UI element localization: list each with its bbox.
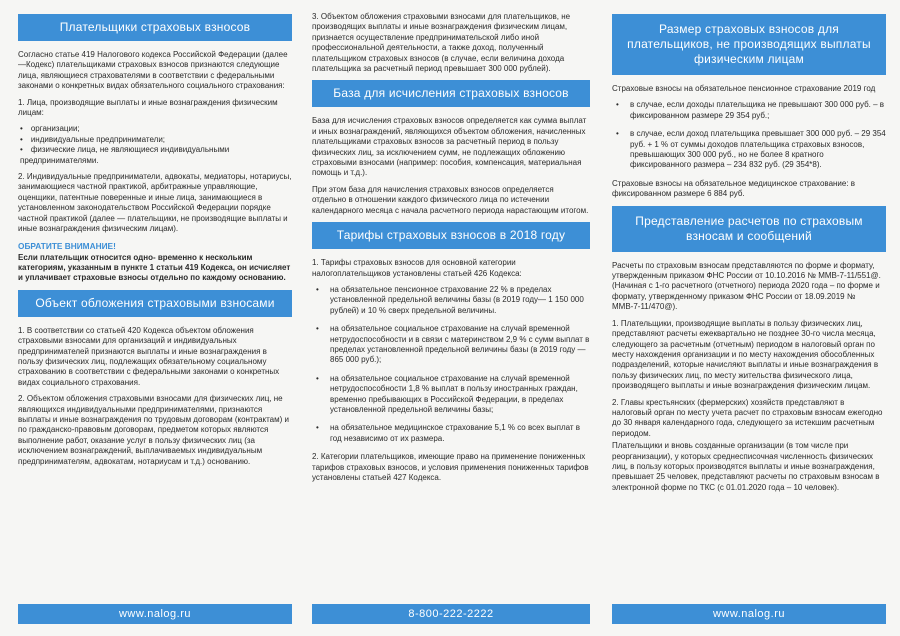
footer-website: www.nalog.ru <box>612 604 886 624</box>
attention-heading: ОБРАТИТЕ ВНИМАНИЕ! <box>18 240 116 251</box>
list-item: • в случае, если доходы плательщика не превышают 300 000 руб. – в фиксированном размере 29 354 руб.; <box>612 100 886 121</box>
paragraph-1: 1. Лица, производящие выплаты и иные вознаграждения физическим лицам: <box>18 97 278 118</box>
paragraph-6: Плательщики и вновь созданные организации (в том числе при реорганизации), у которых среднесписочная численность физических лиц, в пользу которых производятся выплаты и иные вознаграждения, превышает 25 человек, представляют расчеты по страховым взносам в электронной форме по ТКС (с 01.01.2020 года – 10 человек). <box>612 441 880 492</box>
list-item: • на обязательное пенсионное страхование 22 % в пределах установленной предельной величины базы (в 2019 году— 1 150 000 рублей) и 10 % сверх предельной величины. <box>312 285 590 316</box>
paragraph-2: 2. Индивидуальные предприниматели, адвокаты, медиаторы, нотариусы, занимающиеся частной практикой, арбитражные управляющие, оценщики, патентные поверенные и иные лица, занимающиеся в установленном законодательством Российской Федерации порядке частной практикой (далее — плательщики, не производящие выплаты и иные вознаграждения физическим лицам). <box>18 172 292 234</box>
section-title-amounts: Размер страховых взносов для плательщиков, не производящих выплаты физическим лицам <box>612 14 886 75</box>
paragraph-5: 2. Главы крестьянских (фермерских) хозяйств представляют в налоговый орган по месту учета расчет по страховым взносам ежегодно до 30 января календарного года, следующего за истекшим расчетным периодом. <box>612 397 883 438</box>
amounts-list <box>612 100 886 170</box>
list-item: • на обязательное социальное страхование на случай временной нетрудоспособности и в связи с материнством 2,9 % с сумм выплат в пределах установленной предельной величины базы (в 2019 году — 865 000 руб.); <box>312 324 590 366</box>
list-item: • на обязательное социальное страхование на случай временной нетрудоспособности 1,8 % выплат в пользу иностранных граждан, временно пребывающих в Российской Федерации, в пределах установленной предельной величины базы; <box>312 374 590 416</box>
list-item: • индивидуальные предприниматели; <box>20 135 292 145</box>
paragraph-3: При этом база для начисления страховых взносов определяется отдельно в отношении каждого физического лица по истечении календарного месяца с начала расчетного периода нарастающим итогом. <box>312 184 589 215</box>
list-item: • в случае, если доход плательщика превышает 300 000 руб. – 29 354 руб. + 1 % от суммы доходов плательщика страховых взносов, превышающих 300 000 руб., но не более 8 кратного фиксированного размера – 234 832 руб. (29 354*8). <box>612 129 886 171</box>
payers-list <box>18 124 292 166</box>
paragraph-3: 1. В соответствии со статьей 420 Кодекса объектом обложения страховыми взносами для организаций и индивидуальных предпринимателей признаются выплаты и иные вознаграждения в пользу физических лиц, подлежащих обязательному социальному страхованию в соответствии с федеральными законами о конкретных видах социального страхования. <box>18 325 280 387</box>
section-title-reports: Представление расчетов по страховым взносам и сообщений <box>612 206 886 252</box>
paragraph-1: 3. Объектом обложения страховыми взносами для плательщиков, не производящих выплаты и иные вознаграждения физическим лицам, признается осуществление предпринимательской либо иной профессиональной деятельности, а также доход, полученный плательщиком страховых взносов (в случае, если величина дохода плательщика за расчетный период превышает 300 000 рублей). <box>312 12 571 74</box>
paragraph-4: 1. Плательщики, производящие выплаты в пользу физических лиц, представляют расчеты ежеквартально не позднее 30-го числа месяца, следующего за расчетным (отчетным) периодом в налоговый орган по месту нахождения организации и по месту нахождения обособленных подразделений, которые начисляют выплаты и иные вознаграждения в пользу физических лиц, по месту жительства физического лица, производящего выплаты и иные вознаграждения физическим лицам. <box>612 318 879 391</box>
footer-website: www.nalog.ru <box>18 604 292 624</box>
paragraph-3: Расчеты по страховым взносам представляются по форме и формату, утвержденным приказом ФНС России от 10.10.2016 № ММВ-7-11/551@. (Начиная с 1-го расчетного (отчетного) периода 2020 года – по форме и формату, утвержденному приказом ФНС России от 18.09.2019 № ММВ-7-11/470@). <box>612 260 881 312</box>
paragraph-1: Страховые взносы на обязательное пенсионное страхование 2019 год <box>612 84 876 93</box>
section-title-payers: Плательщики страховых взносов <box>18 14 292 41</box>
list-item: • организации; <box>20 124 292 134</box>
tariffs-list <box>312 285 590 444</box>
paragraph-2: Страховые взносы на обязательное медицинское страхование: в фиксированном размере 6 884 руб. <box>612 178 856 199</box>
list-item: • физические лица, не являющиеся индивидуальными предпринимателями. <box>20 145 292 166</box>
section-title-tariffs: Тарифы страховых взносов в 2018 году <box>312 222 590 249</box>
column-1 <box>0 0 300 636</box>
paragraph-2: База для исчисления страховых взносов определяется как сумма выплат и иных вознаграждений, являющихся объектом обложения, начисленных плательщиками страховых взносов за расчетный период в пользу физических лиц, за исключением сумм, не подлежащих обложению страховыми взносами (например: пособия, компенсация, материальная помощь и т.д.). <box>312 116 587 178</box>
section-title-base: База для исчисления страховых взносов <box>312 80 590 107</box>
section-title-object: Объект обложения страховыми взносами <box>18 290 292 317</box>
footer-phone: 8-800-222-2222 <box>312 604 590 624</box>
intro-paragraph: Согласно статье 419 Налогового кодекса Российской Федерации (далее—Кодекс) плательщиками страховых взносов признаются следующие лица, являющиеся страхователями в соответствии с федеральными законами о конкретных видах обязательного социального страхования: <box>18 50 288 91</box>
paragraph-4: 2. Объектом обложения страховыми взносами для физических лиц, не являющихся индивидуальными предпринимателями, признаются выплаты и иные вознаграждения по трудовым договорам (контрактам) и по гражданско-правовым договорам, предметом которых являются выполнение работ, оказание услуг в пользу физических лиц (за исключением вознаграждений, выплачиваемых индивидуальным предпринимателям, адвокатам, нотариусам и т.д.) основанию. <box>18 394 289 466</box>
attention-text: Если плательщик относится одно- временно к нескольким категориям, указанным в пункте 1 статьи 419 Кодекса, он исчисляет и уплачивает страховые взносы отдельно по каждому основанию. <box>18 252 291 283</box>
paragraph-4: 1. Тарифы страховых взносов для основной категории налогоплательщиков установлены статьей 426 Кодекса: <box>312 258 522 278</box>
paragraph-5: 2. Категории плательщиков, имеющие право на применение пониженных тарифов страховых взносов, и условия применения пониженных тарифов установлены статьей 427 Кодекса. <box>312 452 589 482</box>
column-3 <box>600 0 900 636</box>
column-2 <box>300 0 600 636</box>
list-item: • на обязательное медицинское страхование 5,1 % со всех выплат в год независимо от их размера. <box>312 423 590 444</box>
